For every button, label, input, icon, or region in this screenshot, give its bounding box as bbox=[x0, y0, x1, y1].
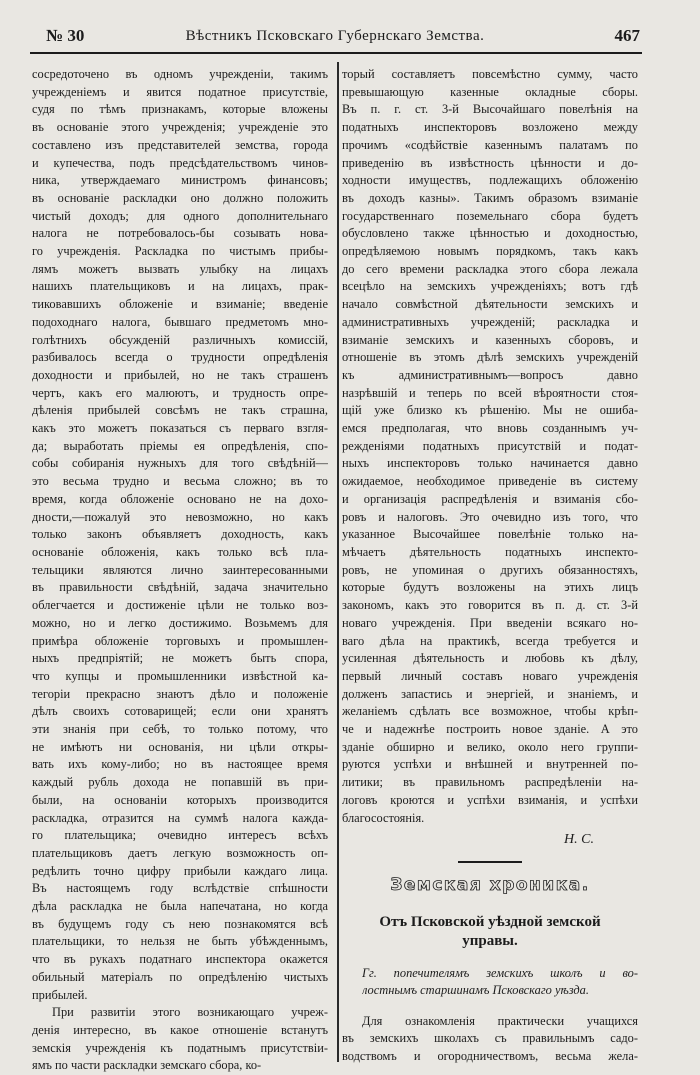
text-line: дѣлъ своихъ сотоварищей; если они хранятъ bbox=[32, 704, 328, 719]
text-line: го учрежденія. Раскладка по чистымъ прибы- bbox=[32, 244, 328, 259]
text-line: литики; въ правильномъ распредѣленіи на- bbox=[342, 775, 638, 790]
text-line: ровъ, не упоминая о другихъ обязанностяхъ, bbox=[342, 562, 638, 577]
text-line: и купечества, подъ предсѣдательствомъ чинов- bbox=[32, 155, 328, 170]
text-line: ника, утверждаемаго министромъ финансовъ; bbox=[32, 173, 328, 188]
text-line: чертъ, какъ его малюютъ, и трудность опре- bbox=[32, 385, 328, 400]
text-line: Для ознакомленія практически учащихся bbox=[362, 1013, 638, 1028]
text-line: денія интересно, въ какое отношеніе встанутъ bbox=[32, 1022, 328, 1037]
text-line: водствомъ и огородничествомъ, весьма жела- bbox=[342, 1049, 638, 1064]
text-line: усиленная дѣятельность и любовь къ дѣлу, bbox=[342, 651, 638, 666]
final-text bbox=[342, 1013, 638, 1066]
text-line: руются успѣхи и внѣшней и внутренней по- bbox=[342, 757, 638, 772]
text-line: учрежденіемъ и явится податное присутствіе, bbox=[32, 84, 328, 99]
text-line: можно, но и легко достижимо. Возьмемъ для bbox=[32, 615, 328, 630]
text-line: мѣчаетъ дѣятельность податныхъ инспекто- bbox=[342, 544, 638, 559]
text-line: до сего времени раскладка этого сбора лежала bbox=[342, 261, 638, 276]
text-line: назрѣвшій и теперь по всей вѣроятности стоя- bbox=[342, 385, 638, 400]
header-rule bbox=[30, 52, 642, 54]
text-line: новаго учрежденія. При введеніи всякаго но- bbox=[342, 615, 638, 630]
text-line: въ земскихъ школахъ съ правильнымъ садо- bbox=[342, 1031, 638, 1046]
text-line: время, когда обложеніе основано не на дохо- bbox=[32, 491, 328, 506]
text-line: щій уже близко къ рѣшенію. Мы не ошиба- bbox=[342, 403, 638, 418]
text-line: да; выработать пріемы ея опредѣленія, спо- bbox=[32, 438, 328, 453]
text-line: что въ рукахъ податнаго инспектора окажется bbox=[32, 952, 328, 967]
text-line: плательщиковъ даетъ легкую возможность оп- bbox=[32, 845, 328, 860]
text-line: логовъ кроются и успѣхи взиманія, и успѣхи bbox=[342, 792, 638, 807]
journal-title: Вѣстникъ Псковскаго Губернскаго Земства. bbox=[185, 28, 485, 44]
page-header bbox=[30, 20, 640, 50]
text-line: дѣленія прибылей совсѣмъ не такъ страшна, bbox=[32, 403, 328, 418]
text-line: ровъ и налоговъ. Это очевидно изъ того, что bbox=[342, 509, 638, 524]
right-column-text bbox=[342, 66, 638, 827]
text-line: основаніе обложенія, какъ только всѣ пла- bbox=[32, 544, 328, 559]
text-line: ныхъ инспекторовъ только начинается давно bbox=[342, 456, 638, 471]
text-line: въ будущемъ году съ нею познакомятся всѣ bbox=[32, 916, 328, 931]
text-line: составлено изъ представителей земства, города bbox=[32, 137, 328, 152]
text-line: плательщики, то нельзя не быть убѣжденнымъ, bbox=[32, 934, 328, 949]
text-line: Въ п. г. ст. 3-й Высочайшаго повелѣнія на bbox=[342, 102, 638, 117]
text-line: что купцы и промышленники извѣстной ка- bbox=[32, 668, 328, 683]
text-line: ожидаемое, необходимое приведеніе въ систему bbox=[342, 474, 638, 489]
text-line: отношеніе въ этомъ дѣлѣ земскихъ учрежденій bbox=[342, 350, 638, 365]
text-line: указанное Высочайшее повелѣніе только на- bbox=[342, 527, 638, 542]
text-line: прибылей. bbox=[32, 987, 88, 1002]
signature: Н. С. bbox=[564, 832, 594, 848]
text-line: въ основаніе этого учрежденія; учрежденіе это bbox=[32, 120, 328, 135]
text-line: че и надежнѣе построить новое зданіе. А это bbox=[342, 722, 638, 737]
text-line: раскладка, отразится на суммѣ налога кажда- bbox=[32, 810, 328, 825]
text-line: государственнаго поземельнаго сбора будетъ bbox=[342, 208, 638, 223]
text-line: административныхъ учрежденій; раскладка и bbox=[342, 314, 638, 329]
text-line: доходности и прибылей, но не такъ страшенъ bbox=[32, 367, 328, 382]
text-line: примѣра обложеніе торговыхъ и промышлен- bbox=[32, 633, 328, 648]
text-line: чистый доходъ; для одного дополнительнаго bbox=[32, 208, 328, 223]
text-line: собы собиранія нужныхъ для того свѣдѣній— bbox=[32, 456, 328, 471]
text-line: прочимъ «содѣйствіе казеннымъ палатамъ по bbox=[342, 137, 638, 152]
left-column bbox=[32, 66, 328, 1075]
text-line: судя по тѣмъ признакамъ, которые вложены bbox=[32, 102, 328, 117]
text-line: облегчается и достиженіе цѣли не только воз- bbox=[32, 598, 328, 613]
text-line: голѣтнихъ обсужденій различныхъ комиссій, bbox=[32, 332, 328, 347]
page-number: 467 bbox=[614, 26, 640, 45]
text-line: только законъ объявляетъ доходность, какъ bbox=[32, 527, 328, 542]
text-line: ямъ по части раскладки земскаго сбора, ко- bbox=[32, 1058, 262, 1073]
text-line: превышающую казенные окладные сборы. bbox=[342, 84, 638, 99]
addressee-line: Гг. попечителямъ земскихъ школъ и во- bbox=[362, 965, 638, 980]
text-line: не имѣютъ ни основанія, ни цѣли откры- bbox=[32, 739, 328, 754]
text-line: торый составляетъ повсемѣстно сумму, часто bbox=[342, 67, 638, 81]
text-line: въ основаніе раскладки оно должно положить bbox=[32, 190, 328, 205]
text-line: въ правильности свѣдѣній, задача значительно bbox=[32, 580, 328, 595]
text-line: опредѣляемою новымъ порядкомъ, такъ какъ bbox=[342, 244, 638, 259]
text-line: емся предполагая, что вновь созданнымъ уч- bbox=[342, 421, 638, 436]
issue-number: № 30 bbox=[46, 26, 85, 45]
text-line: и организація распредѣленія и взиманія сбо- bbox=[342, 491, 638, 506]
text-line: зданіе обширно и велико, около него группи- bbox=[342, 739, 638, 754]
text-line: эти знанія при себѣ, то только потому, что bbox=[32, 722, 328, 737]
addressee-line: лостнымъ старшинамъ Псковскаго уѣзда. bbox=[362, 982, 589, 997]
text-line: къ административнымъ—вопросъ давно bbox=[342, 367, 638, 382]
text-line: благосостоянія. bbox=[342, 810, 425, 825]
text-line: редѣлить точно цифру прибыли каждаго лица. bbox=[32, 863, 328, 878]
text-line: го плательщика; очевидно интересъ всѣхъ bbox=[32, 828, 328, 843]
text-line: которые будутъ возложены на этихъ лицъ bbox=[342, 580, 638, 595]
text-line: ваго дѣла на практикѣ, всегда требуется и bbox=[342, 633, 638, 648]
text-line: взиманіе земскихъ и казенныхъ сборовъ, и bbox=[342, 332, 638, 347]
text-line: какъ это можетъ показаться съ перваго взгля- bbox=[32, 421, 328, 436]
text-line: тиковавшихъ обложеніе и взиманіе; введеніе bbox=[32, 297, 328, 312]
text-line: Въ настоящемъ году вслѣдствіе спѣшности bbox=[32, 881, 328, 896]
text-line: сосредоточено въ одномъ учрежденіи, такимъ bbox=[32, 67, 328, 81]
text-line: дѣла раскладка не была напечатана, но когда bbox=[32, 899, 328, 914]
right-column bbox=[342, 66, 638, 1066]
text-line: вать ихъ кому-либо; но въ настоящее время bbox=[32, 757, 328, 772]
addressee bbox=[342, 965, 638, 999]
section-title: Земская хроника. bbox=[390, 874, 590, 895]
text-line: это весьма трудно и весьма сложно; въ то bbox=[32, 474, 328, 489]
text-line: подоходнаго налога, бывшаго предметомъ мно- bbox=[32, 314, 328, 329]
text-line: разбивалось всегда о трудности опредѣленія bbox=[32, 350, 328, 365]
text-line: тегоріи прекрасно знаютъ дѣло и положеніе bbox=[32, 686, 328, 701]
text-line: желаніемъ сдѣлать все возможное, чтобы крѣп- bbox=[342, 704, 638, 719]
text-line: дности,—пожалуй это невозможно, но какъ bbox=[32, 509, 328, 524]
text-line: ныхъ предпріятій; не можетъ быть спора, bbox=[32, 651, 328, 666]
text-line: долженъ запастись и энергіей, и знаніемъ, и bbox=[342, 686, 638, 701]
text-line: первый личный составъ новаго учрежденія bbox=[342, 668, 638, 683]
text-line: При развитіи этого возникающаго учреж- bbox=[52, 1005, 328, 1020]
text-line: ходности имуществъ, подлежащихъ обложенію bbox=[342, 173, 638, 188]
text-line: закономъ, какъ это говорится въ п. д. ст. 3-й bbox=[342, 598, 638, 613]
subsection-title: Отъ Псковской уѣздной земской управы. bbox=[379, 913, 601, 949]
text-line: налога не потребовалось-бы созывать нова- bbox=[32, 226, 328, 241]
text-line: лямъ можетъ вызвать улыбку на лицахъ bbox=[32, 261, 328, 276]
text-line: нашихъ плательщиковъ и на лицахъ, прак- bbox=[32, 279, 328, 294]
section-separator bbox=[458, 861, 522, 863]
text-line: каждый рубль дохода не попавшій въ при- bbox=[32, 775, 328, 790]
text-line: режденіями податныхъ присутствій и подат- bbox=[342, 438, 638, 453]
text-line: начало совмѣстной дѣятельности земскихъ и bbox=[342, 297, 638, 312]
text-line: податныхъ инспекторовъ возложено между bbox=[342, 120, 638, 135]
text-line: были, на основаніи которыхъ производится bbox=[32, 792, 328, 807]
text-line: всецѣло на земскихъ учрежденіяхъ; вотъ гдѣ bbox=[342, 279, 638, 294]
text-line: приведенію въ извѣстность цѣнности и до- bbox=[342, 155, 638, 170]
text-line: тельщики являются лично заинтересованными bbox=[32, 562, 328, 577]
text-line: земскія учрежденія къ податнымъ присутствіи- bbox=[32, 1040, 328, 1055]
column-divider bbox=[337, 62, 339, 1062]
text-line: обусловлено также цѣнностью и доходностью, bbox=[342, 226, 638, 241]
text-line: въ доходъ казны». Такимъ образомъ взиманіе bbox=[342, 190, 638, 205]
text-line: обильный матеріалъ по опредѣленію чистыхъ bbox=[32, 969, 328, 984]
